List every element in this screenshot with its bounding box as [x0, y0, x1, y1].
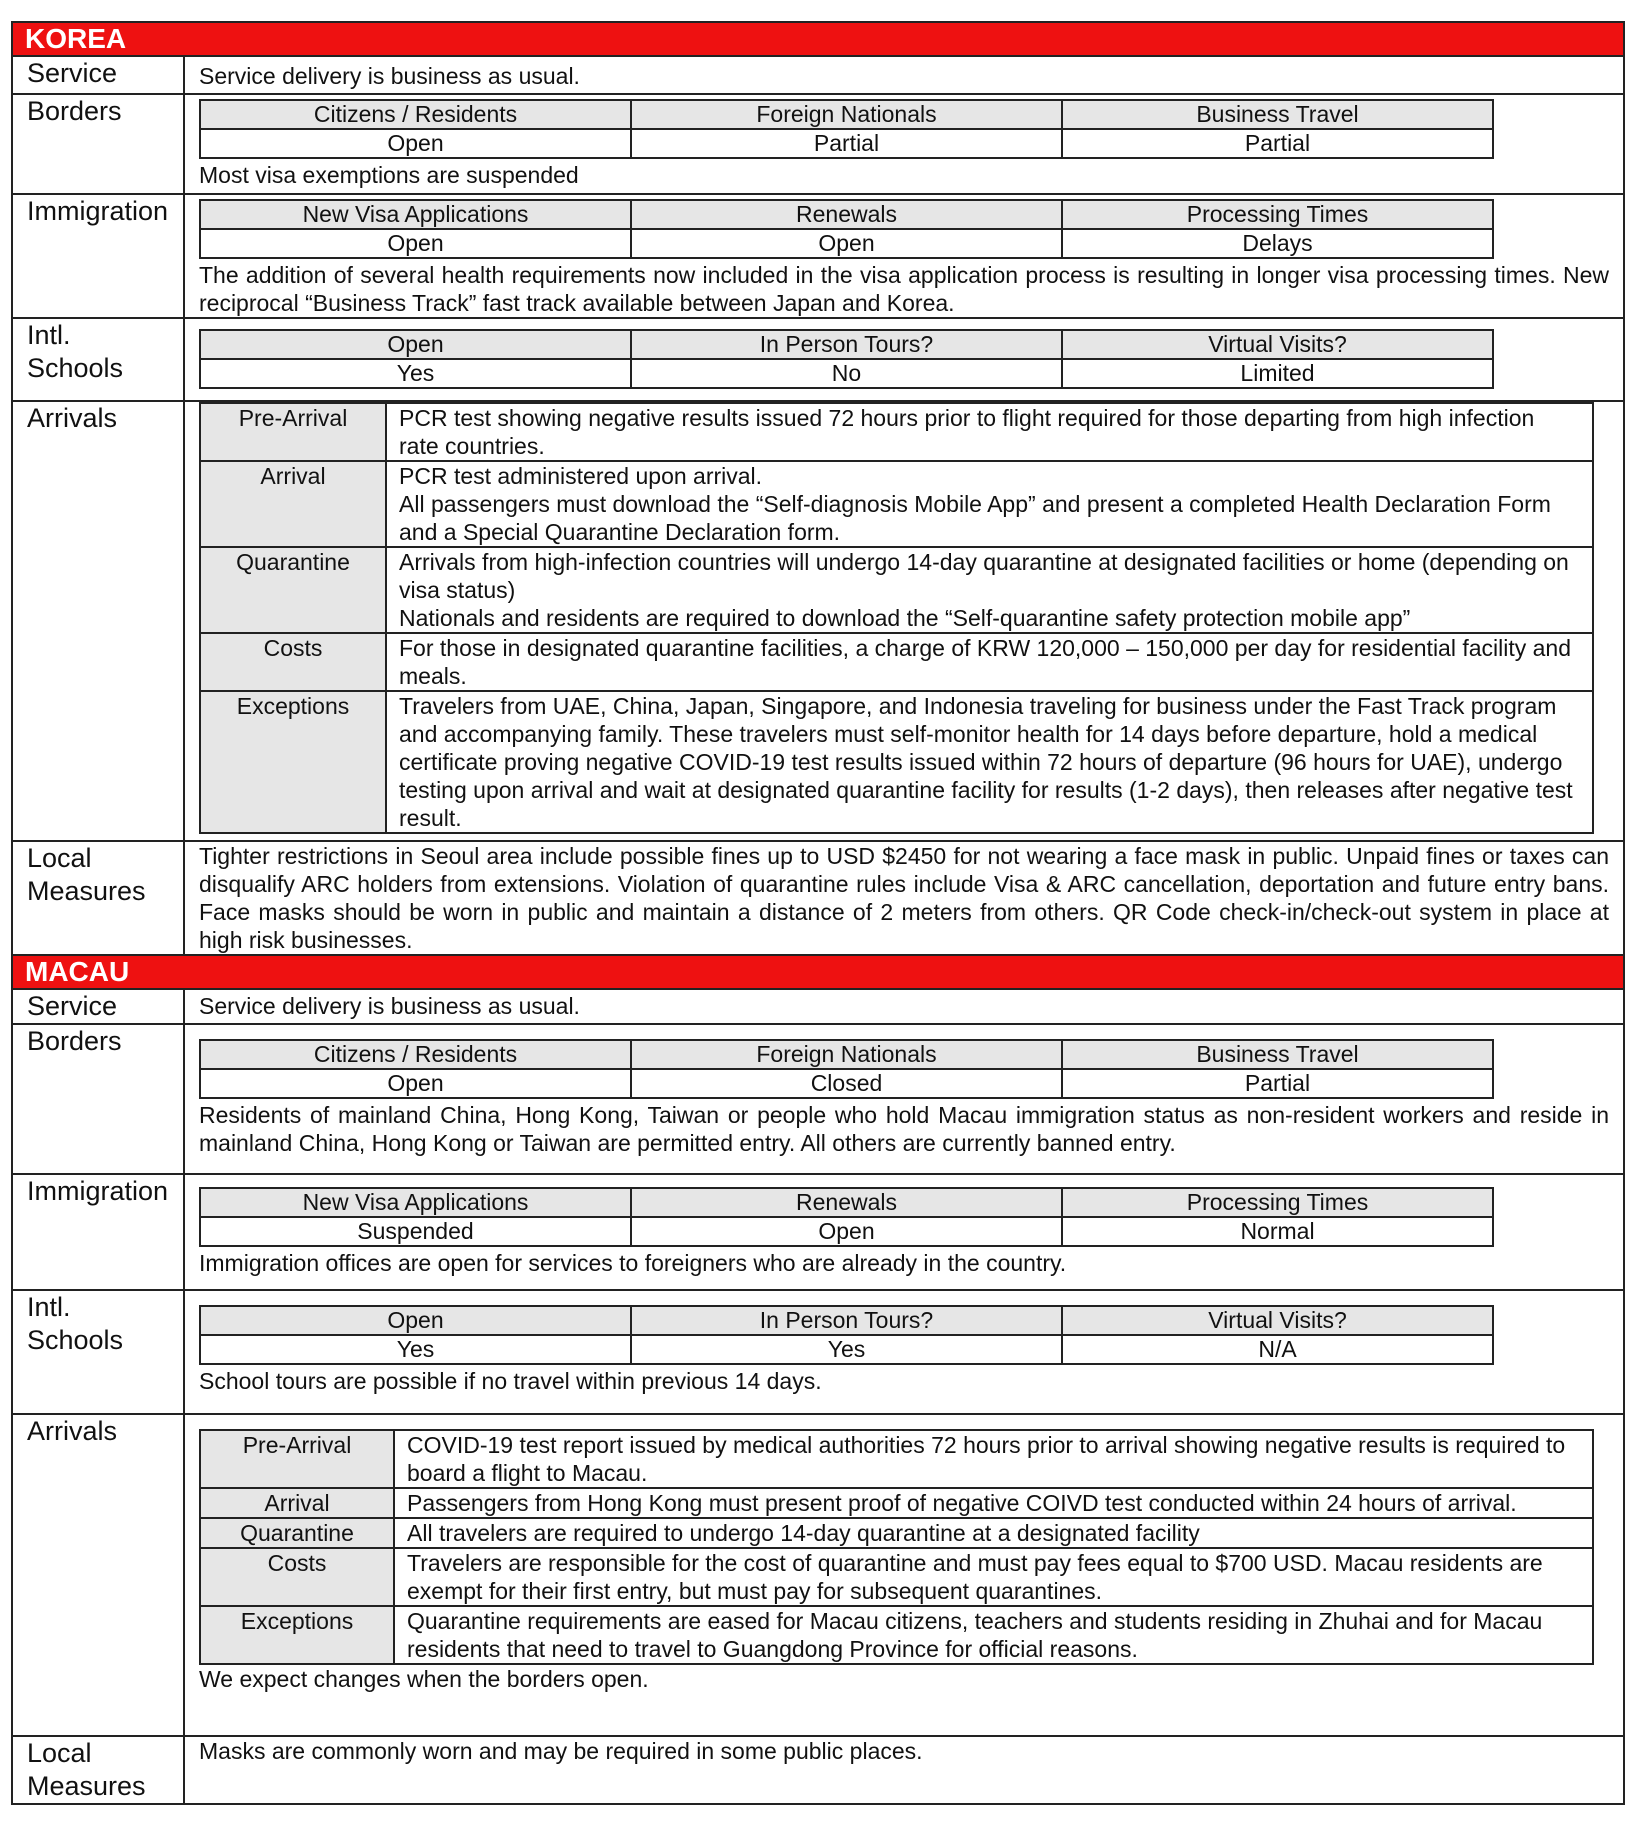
arrivals-line: Travelers from UAE, China, Japan, Singapore, and Indonesia traveling for business under the Fast Track program and accompanying family. These travelers must self-monitor health for 14 days before departure, hold a medical certificate proving negative COVID-19 test results issued within 72 hours of departure (96 hours for UAE), undergo testing upon arrival and wait at designated quarantine facility for results (1-2 days), then releases after negative test result. [399, 693, 1573, 831]
macau-immigration-note: Immigration offices are open for services to foreigners who are already in the country. [199, 1250, 1067, 1276]
korea-service-row [12, 56, 1624, 94]
grid-value: Yes [631, 1335, 1062, 1364]
arrivals-line: Quarantine requirements are eased for Macau citizens, teachers and students residing in Zhuhai and for Macau residents that need to travel to Guangdong Province for official reasons. [407, 1608, 1543, 1662]
grid-header: New Visa Applications [200, 1188, 631, 1217]
grid-header: Foreign Nationals [631, 1040, 1062, 1069]
label-line: Intl. [27, 320, 71, 350]
arrivals-key: Pre-Arrival [200, 403, 386, 461]
arrivals-value [386, 461, 1593, 547]
grid-value: Open [631, 1217, 1062, 1246]
macau-schools-grid [199, 1305, 1494, 1365]
macau-arrivals-cell [184, 1414, 1624, 1736]
grid-value: Open [200, 1069, 631, 1098]
label-line: Local [27, 843, 92, 873]
grid-value: Partial [1062, 129, 1493, 158]
korea-arrivals-label: Arrivals [12, 401, 184, 841]
korea-borders-cell [184, 94, 1624, 194]
grid-value: Open [200, 129, 631, 158]
arrivals-line: COVID-19 test report issued by medical authorities 72 hours prior to arrival showing negative results is required to board a flight to Macau. [407, 1432, 1566, 1486]
arrivals-value [394, 1518, 1593, 1548]
korea-local-text: Tighter restrictions in Seoul area include possible fines up to USD $2450 for not wearing a face mask in public. Unpaid fines or taxes can disqualify ARC holders from extensions. Violation of quarantine rules include Visa & ARC cancellation, deportation and future entry bans. Face masks should be worn in public and maintain a distance of 2 meters from others. QR Code check-in/check-out system in place at high risk businesses. [199, 843, 1609, 953]
macau-schools-row [12, 1290, 1624, 1414]
grid-value: No [631, 359, 1062, 388]
label-line: Schools [27, 1325, 124, 1355]
grid-value: Yes [200, 1335, 631, 1364]
grid-value: Closed [631, 1069, 1062, 1098]
grid-header: New Visa Applications [200, 200, 631, 229]
arrivals-key: Pre-Arrival [200, 1430, 394, 1488]
korea-schools-cell [184, 318, 1624, 401]
label-line: Local [27, 1738, 92, 1768]
korea-local-label [12, 841, 184, 955]
macau-service-label: Service [12, 989, 184, 1024]
korea-borders-note: Most visa exemptions are suspended [199, 162, 579, 188]
arrivals-key: Arrival [200, 461, 386, 547]
grid-header: Business Travel [1062, 1040, 1493, 1069]
grid-value: Normal [1062, 1217, 1493, 1246]
korea-arrivals-cell [184, 401, 1624, 841]
korea-borders-label: Borders [12, 94, 184, 194]
macau-arrivals-table [199, 1429, 1594, 1665]
grid-value: Partial [1062, 1069, 1493, 1098]
korea-header-row [12, 22, 1624, 56]
arrivals-line: PCR test administered upon arrival. [399, 463, 763, 489]
korea-immigration-row [12, 194, 1624, 318]
macau-immigration-grid [199, 1187, 1494, 1247]
korea-immigration-cell [184, 194, 1624, 318]
arrivals-value [394, 1606, 1593, 1664]
korea-schools-label [12, 318, 184, 401]
grid-header: Processing Times [1062, 200, 1493, 229]
macau-local-cell [184, 1736, 1624, 1804]
arrivals-line: All travelers are required to undergo 14-day quarantine at a designated facility [407, 1520, 1200, 1546]
country-guide-table [11, 21, 1625, 1805]
grid-header: Open [200, 1306, 631, 1335]
macau-arrivals-note: We expect changes when the borders open. [199, 1666, 649, 1692]
korea-arrivals-table [199, 402, 1594, 834]
label-line: Measures [27, 876, 146, 906]
macau-arrivals-row [12, 1414, 1624, 1736]
arrivals-line: Arrivals from high-infection countries will undergo 14-day quarantine at designated facilities or home (depending on visa status) [399, 549, 1569, 603]
arrivals-value [386, 403, 1593, 461]
korea-immigration-note: The addition of several health requirements now included in the visa application process is resulting in longer visa processing times. New reciprocal “Business Track” fast track available between Japan and Korea. [199, 262, 1609, 316]
grid-header: Renewals [631, 200, 1062, 229]
korea-immigration-grid [199, 199, 1494, 259]
grid-header: Citizens / Residents [200, 100, 631, 129]
grid-value: N/A [1062, 1335, 1493, 1364]
korea-service-text: Service delivery is business as usual. [199, 63, 580, 89]
arrivals-value [394, 1488, 1593, 1518]
macau-service-cell [184, 989, 1624, 1024]
macau-borders-cell [184, 1024, 1624, 1174]
korea-schools-row [12, 318, 1624, 401]
macau-local-row [12, 1736, 1624, 1804]
macau-borders-grid [199, 1039, 1494, 1099]
macau-borders-note: Residents of mainland China, Hong Kong, Taiwan or people who hold Macau immigration status as non-resident workers and reside in mainland China, Hong Kong or Taiwan are permitted entry. All others are currently banned entry. [199, 1102, 1609, 1156]
grid-value: Delays [1062, 229, 1493, 258]
grid-header: Citizens / Residents [200, 1040, 631, 1069]
korea-service-label: Service [12, 56, 184, 94]
macau-immigration-cell [184, 1174, 1624, 1290]
grid-header: Open [200, 330, 631, 359]
label-line: Schools [27, 353, 124, 383]
korea-arrivals-row [12, 401, 1624, 841]
grid-value: Limited [1062, 359, 1493, 388]
macau-borders-row [12, 1024, 1624, 1174]
macau-schools-cell [184, 1290, 1624, 1414]
arrivals-key: Quarantine [200, 547, 386, 633]
grid-header: In Person Tours? [631, 330, 1062, 359]
arrivals-line: Nationals and residents are required to download the “Self-quarantine safety protection mobile app” [399, 605, 1411, 631]
macau-immigration-label: Immigration [12, 1174, 184, 1290]
macau-schools-note: School tours are possible if no travel within previous 14 days. [199, 1368, 822, 1394]
macau-header-row [12, 955, 1624, 989]
korea-header: KOREA [12, 22, 1624, 56]
grid-value: Suspended [200, 1217, 631, 1246]
arrivals-key: Costs [200, 633, 386, 691]
macau-arrivals-label: Arrivals [12, 1414, 184, 1736]
korea-service-cell [184, 56, 1624, 94]
korea-local-row [12, 841, 1624, 955]
arrivals-line: For those in designated quarantine facilities, a charge of KRW 120,000 – 150,000 per day for residential facility and meals. [399, 635, 1572, 689]
macau-service-row [12, 989, 1624, 1024]
label-line: Measures [27, 1771, 146, 1801]
arrivals-line: Travelers are responsible for the cost of quarantine and must pay fees equal to $700 USD. Macau residents are exempt for their first entry, but must pay for subsequent quarantines. [407, 1550, 1543, 1604]
country-guide-page [11, 21, 1623, 1805]
grid-value: Open [200, 229, 631, 258]
arrivals-value [386, 691, 1593, 833]
arrivals-key: Exceptions [200, 1606, 394, 1664]
grid-header: Renewals [631, 1188, 1062, 1217]
korea-borders-grid [199, 99, 1494, 159]
grid-header: Foreign Nationals [631, 100, 1062, 129]
arrivals-key: Exceptions [200, 691, 386, 833]
grid-header: Virtual Visits? [1062, 330, 1493, 359]
macau-local-label [12, 1736, 184, 1804]
macau-header: MACAU [12, 955, 1624, 989]
arrivals-value [394, 1430, 1593, 1488]
grid-value: Open [631, 229, 1062, 258]
grid-value: Yes [200, 359, 631, 388]
macau-borders-label: Borders [12, 1024, 184, 1174]
macau-service-text: Service delivery is business as usual. [199, 993, 580, 1019]
korea-local-cell [184, 841, 1624, 955]
label-line: Intl. [27, 1292, 71, 1322]
macau-schools-label [12, 1290, 184, 1414]
arrivals-key: Arrival [200, 1488, 394, 1518]
grid-header: Processing Times [1062, 1188, 1493, 1217]
grid-header: Business Travel [1062, 100, 1493, 129]
macau-immigration-row [12, 1174, 1624, 1290]
arrivals-line: PCR test showing negative results issued 72 hours prior to flight required for those departing from high infection rate countries. [399, 405, 1535, 459]
arrivals-line: Passengers from Hong Kong must present proof of negative COIVD test conducted within 24 hours of arrival. [407, 1490, 1517, 1516]
arrivals-key: Quarantine [200, 1518, 394, 1548]
grid-value: Partial [631, 129, 1062, 158]
arrivals-value [386, 633, 1593, 691]
korea-immigration-label: Immigration [12, 194, 184, 318]
grid-header: In Person Tours? [631, 1306, 1062, 1335]
arrivals-value [386, 547, 1593, 633]
arrivals-line: All passengers must download the “Self-diagnosis Mobile App” and present a completed Health Declaration Form and a Special Quarantine Declaration form. [399, 491, 1551, 545]
macau-local-text: Masks are commonly worn and may be required in some public places. [199, 1738, 923, 1764]
arrivals-key: Costs [200, 1548, 394, 1606]
arrivals-value [394, 1548, 1593, 1606]
korea-schools-grid [199, 329, 1494, 389]
korea-borders-row [12, 94, 1624, 194]
grid-header: Virtual Visits? [1062, 1306, 1493, 1335]
